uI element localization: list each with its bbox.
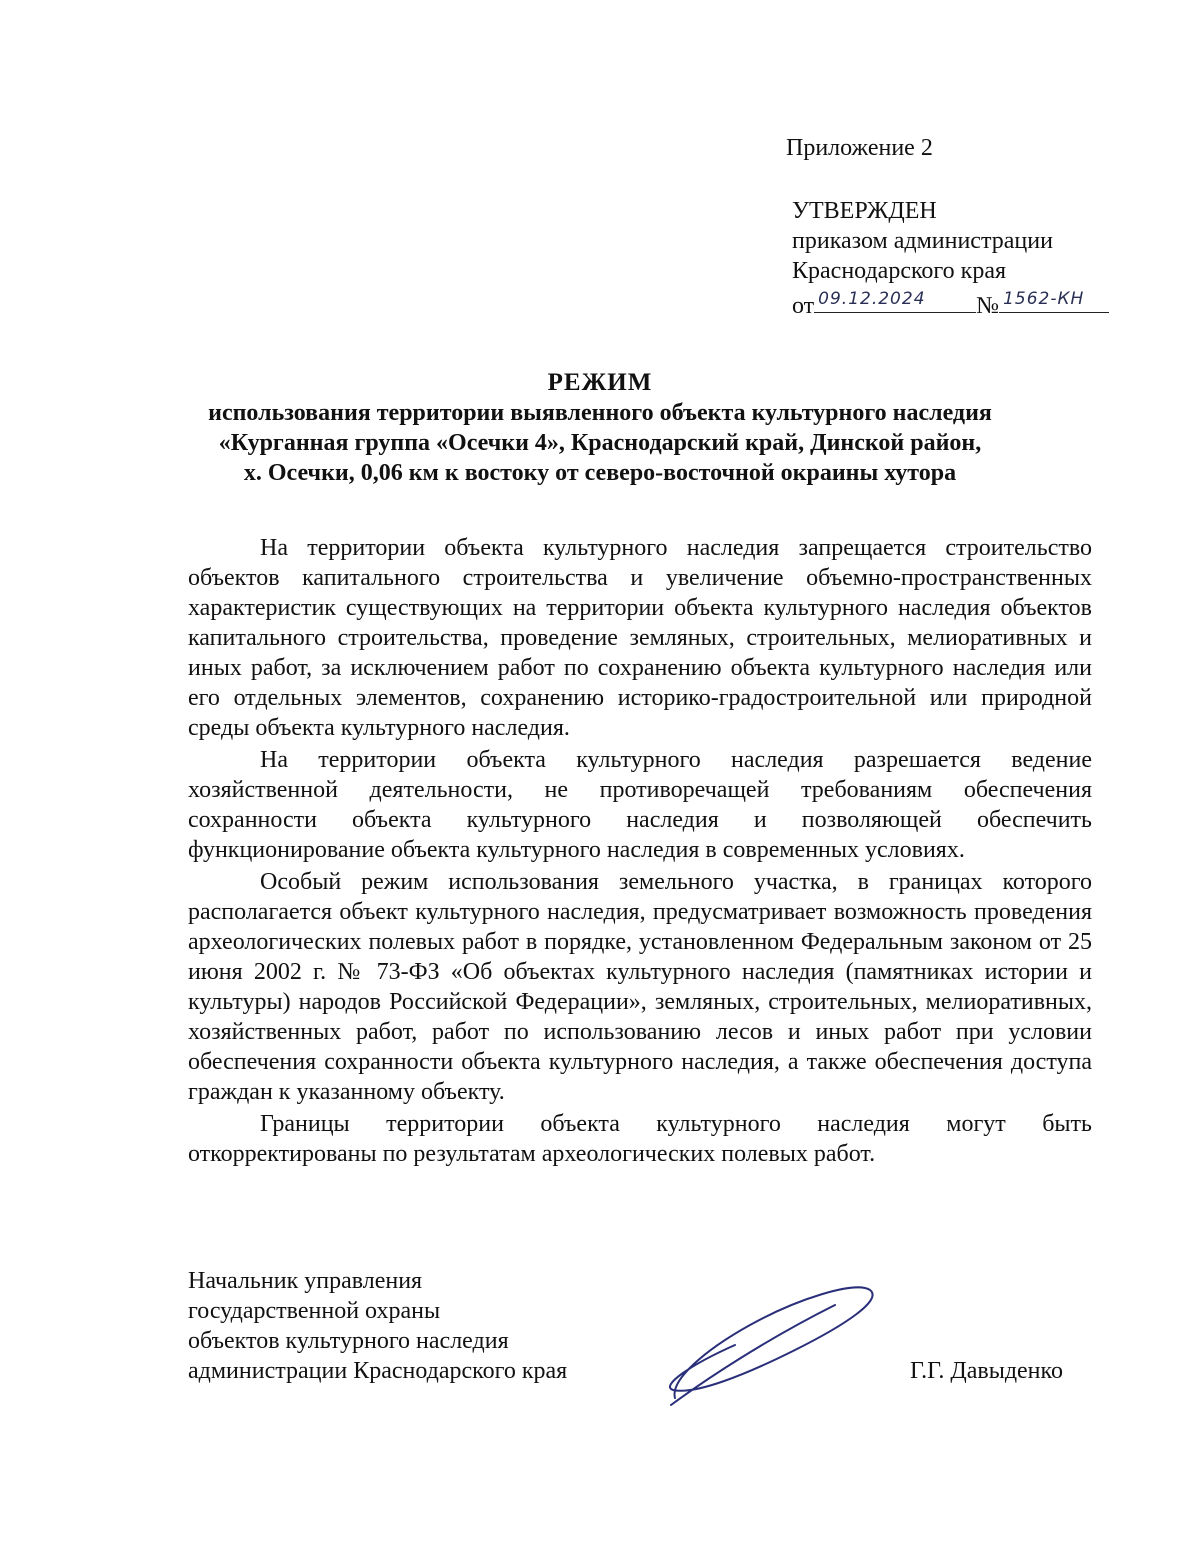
- position-line-1: Начальник управления: [188, 1268, 423, 1294]
- position-line-2: государственной охраны: [188, 1298, 441, 1324]
- approval-heading: УТВЕРЖДЕН: [792, 198, 937, 224]
- paragraph-2: На территории объекта культурного наследия разрешается ведение хозяйственной деятельности, не противоречащей требованиям обеспечения сохранности объекта культурного наследия и позволяющей обеспечить функционирование объекта культурного наследия в современных условиях.: [188, 747, 1092, 863]
- handwritten-number: 1562-КН: [1003, 289, 1085, 309]
- position-line-3: объектов культурного наследия: [188, 1328, 509, 1354]
- date-blank: [814, 286, 976, 313]
- number-label: №: [976, 293, 1000, 319]
- handwritten-date: 09.12.2024: [818, 289, 926, 309]
- position-line-4: администрации Краснодарского края: [188, 1358, 568, 1384]
- paragraph-1: На территории объекта культурного наследия запрещается строительство объектов капитального строительства и увеличение объемно-пространственных характеристик существующих на территории объекта культурного наследия объектов капитального строительства, проведение земляных, строительных, мелиоративных и иных работ, за исключением работ по сохранению объекта культурного наследия или его отдельных элементов, сохранению историко-градостроительной или природной среды объекта культурного наследия.: [188, 535, 1092, 741]
- approval-stamp: [792, 196, 1109, 321]
- order-line: [792, 286, 1109, 321]
- document-subtitle-2: «Курганная группа «Осечки 4», Краснодарский край, Динской район,: [218, 430, 982, 456]
- from-label: от: [792, 293, 815, 319]
- signatory-position: [188, 1266, 567, 1386]
- approval-line-1: приказом администрации: [792, 228, 1053, 254]
- paragraph-4: Границы территории объекта культурного наследия могут быть откорректированы по результатам археологических полевых работ.: [188, 1111, 1092, 1167]
- document-subtitle-3: х. Осечки, 0,06 км к востоку от северо-восточной окраины хутора: [243, 460, 957, 486]
- paragraph-3: Особый режим использования земельного участка, в границах которого располагается объект культурного наследия, предусматривает возможность проведения археологических полевых работ в порядке, установленном Федеральным законом от 25 июня 2002 г. № 73-ФЗ «Об объектах культурного наследия (памятниках истории и культуры) народов Российской Федерации», земляных, строительных, мелиоративных, хозяйственных работ, работ по использованию лесов и иных работ при условии обеспечения сохранности объекта культурного наследия, а также обеспечения доступа граждан к указанному объекту.: [188, 869, 1092, 1105]
- number-blank: [999, 286, 1109, 313]
- approval-line-2: Краснодарского края: [792, 258, 1007, 284]
- document-title: РЕЖИМ: [547, 369, 653, 396]
- document-title-block: [150, 368, 1050, 488]
- appendix-label: Приложение 2: [786, 135, 933, 161]
- document-subtitle-1: использования территории выявленного объекта культурного наследия: [208, 400, 992, 426]
- handwritten-signature: [645, 1270, 885, 1420]
- document-body: [188, 533, 1092, 1171]
- signatory-name: Г.Г. Давыденко: [910, 1358, 1063, 1384]
